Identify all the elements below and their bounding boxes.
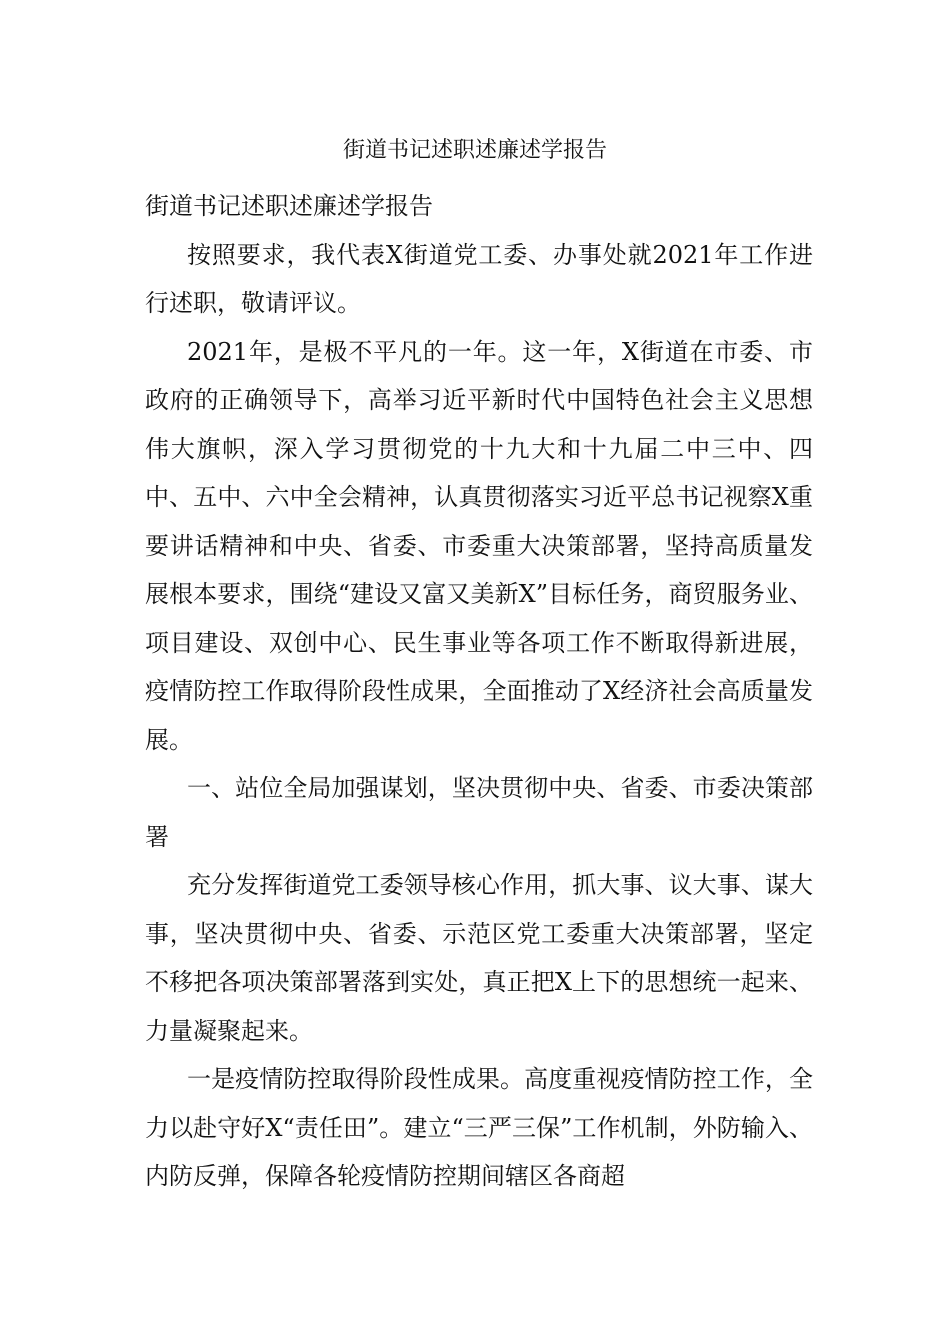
paragraph-section-1: 充分发挥街道党工委领导核心作用，抓大事、议大事、谋大事，坚决贯彻中央、省委、示范区党工委重大决策部署，坚定不移把各项决策部署落到实处，真正把X上下的思想统一起来、力量凝聚起来。 [145, 871, 813, 1045]
paragraph-overview: 2021年，是极不平凡的一年。这一年，X街道在市委、市政府的正确领导下，高举习近平新时代中国特色社会主义思想伟大旗帜，深入学习贯彻党的十九大和十九届二中三中、四中、五中、六中全会精神，认真贯彻落实习近平总书记视察X重要讲话精神和中央、省委、市委重大决策部署，坚持高质量发展根本要求，围绕“建设又富又美新X”目标任务，商贸服务业、项目建设、双创中心、民生事业等各项工作不断取得新进展，疫情防控工作取得阶段性成果，全面推动了X经济社会高质量发展。 [145, 337, 813, 754]
document-title: 街道书记述职述廉述学报告 [342, 138, 607, 163]
section-heading-1: 一、站位全局加强谋划，坚决贯彻中央、省委、市委决策部署 [145, 774, 813, 851]
document-subtitle: 街道书记述职述廉述学报告 [145, 192, 433, 220]
document-body [145, 182, 813, 1201]
paragraph-intro: 按照要求，我代表X街道党工委、办事处就2021年工作进行述职，敬请评议。 [145, 240, 813, 317]
paragraph-epidemic: 一是疫情防控取得阶段性成果。高度重视疫情防控工作，全力以赴守好X“责任田”。建立“三严三保”工作机制，外防输入、内防反弹，保障各轮疫情防控期间辖区各商超 [145, 1065, 813, 1190]
